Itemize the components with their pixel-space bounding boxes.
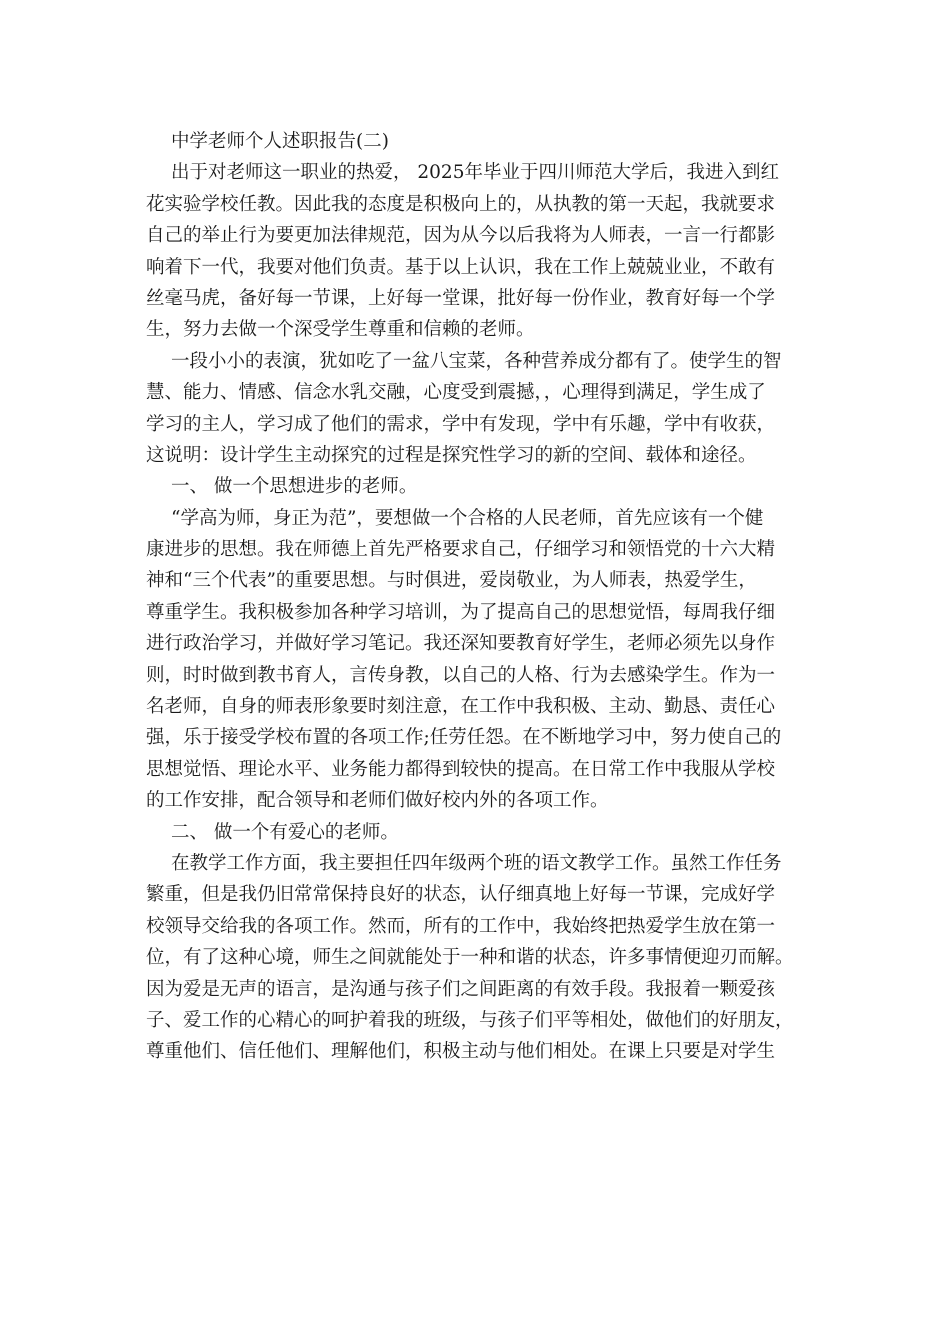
paragraph-line: 位，有了这种心境，师生之间就能处于一种和谐的状态，许多事情便迎刃而解。	[146, 947, 794, 969]
paragraph-line: 的工作安排，配合领导和老师们做好校内外的各项工作。	[146, 790, 609, 812]
paragraph-line: 康进步的思想。我在师德上首先严格要求自己，仔细学习和领悟党的十六大精	[146, 539, 776, 561]
paragraph-line: “学高为师，身正为范”，要想做一个合格的人民老师，首先应该有一个健	[171, 507, 764, 529]
paragraph-line: 一段小小的表演，犹如吃了一盆八宝菜，各种营养成分都有了。使学生的智	[171, 350, 782, 372]
paragraph-line: 丝毫马虎，备好每一节课，上好每一堂课，批好每一份作业，教育好每一个学	[146, 287, 776, 309]
document-title: 中学老师个人述职报告(二)	[171, 131, 389, 152]
section-heading: 一、 做一个思想进步的老师。	[171, 476, 418, 498]
section-heading: 二、 做一个有爱心的老师。	[171, 821, 399, 843]
paragraph-line: 花实验学校任教。因此我的态度是积极向上的，从执教的第一天起，我就要求	[146, 193, 776, 215]
paragraph-line: 学习的主人，学习成了他们的需求，学中有发现，学中有乐趣，学中有收获，	[146, 413, 776, 435]
paragraph-line: 校领导交给我的各项工作。然而，所有的工作中，我始终把热爱学生放在第一	[146, 915, 776, 937]
paragraph-line: 响着下一代，我要对他们负责。基于以上认识，我在工作上兢兢业业，不敢有	[146, 256, 776, 278]
paragraph-line: 名老师，自身的师表形象要时刻注意，在工作中我积极、主动、勤恳、责任心	[146, 696, 776, 718]
paragraph-line: 强，乐于接受学校布置的各项工作;任劳任怨。在不断地学习中，努力使自己的	[146, 727, 782, 749]
paragraph-line: 进行政治学习，并做好学习笔记。我还深知要教育好学生，老师必须先以身作	[146, 633, 776, 655]
paragraph-line: 神和“三个代表”的重要思想。与时俱进，爱岗敬业，为人师表，热爱学生，	[146, 570, 757, 592]
paragraph-line: 繁重，但是我仍旧常常保持良好的状态，认仔细真地上好每一节课，完成好学	[146, 884, 776, 906]
paragraph-line: 在教学工作方面，我主要担任四年级两个班的语文教学工作。虽然工作任务	[171, 852, 782, 874]
paragraph-line: 思想觉悟、理论水平、业务能力都得到较快的提高。在日常工作中我服从学校	[146, 758, 776, 780]
paragraph-line: 出于对老师这一职业的热爱， 2025年毕业于四川师范大学后，我进入到红	[171, 162, 779, 184]
paragraph-line: 子、爱工作的心精心的呵护着我的班级，与孩子们平等相处，做他们的好朋友，	[146, 1009, 794, 1031]
paragraph-line: 这说明：设计学生主动探究的过程是探究性学习的新的空间、载体和途径。	[146, 444, 757, 466]
paragraph-line: 则，时时做到教书育人，言传身教，以自己的人格、行为去感染学生。作为一	[146, 664, 776, 686]
paragraph-line: 尊重学生。我积极参加各种学习培训，为了提高自己的思想觉悟，每周我仔细	[146, 601, 776, 623]
paragraph-line: 因为爱是无声的语言，是沟通与孩子们之间距离的有效手段。我报着一颗爱孩	[146, 978, 776, 1000]
paragraph-line: 自己的举止行为要更加法律规范，因为从今以后我将为人师表，一言一行都影	[146, 225, 776, 247]
paragraph-line: 尊重他们、信任他们、理解他们，积极主动与他们相处。在课上只要是对学生	[146, 1041, 776, 1063]
paragraph-line: 生，努力去做一个深受学生尊重和信赖的老师。	[146, 319, 535, 341]
paragraph-line: 慧、能力、情感、信念水乳交融，心度受到震撼，，心理得到满足，学生成了	[146, 382, 766, 404]
